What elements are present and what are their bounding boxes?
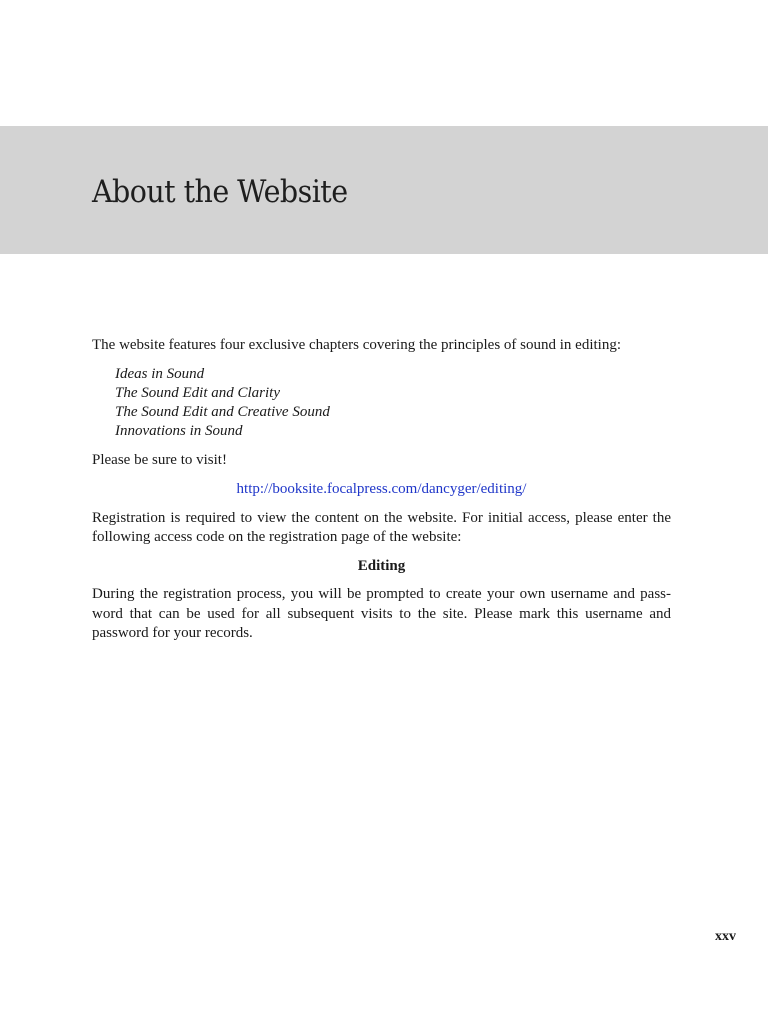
chapter-item: Innovations in Sound — [115, 422, 243, 439]
visit-text: Please be sure to visit! — [92, 451, 227, 468]
page-title: About the Website — [92, 174, 348, 210]
intro-paragraph: The website features four exclusive chapters covering the principles of sound in editing: — [92, 337, 621, 353]
page-content — [92, 336, 671, 644]
chapter-list — [115, 365, 671, 441]
website-link[interactable]: http://booksite.focalpress.com/dancyger/editing/ — [236, 481, 527, 497]
chapter-item: Ideas in Sound — [115, 365, 205, 382]
page-number: xxv — [715, 929, 736, 944]
url-line — [92, 480, 671, 500]
access-code: Editing — [357, 557, 406, 574]
chapter-item: The Sound Edit and Creative Sound — [115, 403, 330, 420]
registration-process-paragraph: During the registration process, you will be prompted to create your own username and pass-word that can be used for all subsequent visits to the site. Please mark this username and password for your records. — [92, 586, 671, 641]
registration-paragraph: Registration is required to view the content on the website. For initial access, please enter the following access code on the registration page of the website: — [92, 509, 671, 545]
chapter-item: The Sound Edit and Clarity — [115, 384, 280, 401]
